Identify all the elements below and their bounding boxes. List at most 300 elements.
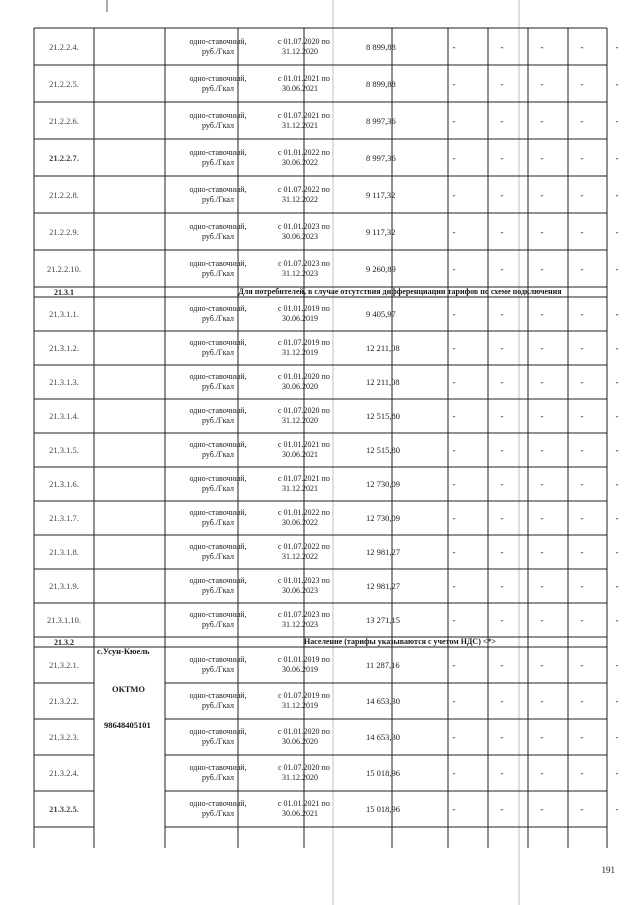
empty-cell: -	[580, 377, 584, 387]
row-number: 21.2.2.4.	[49, 41, 79, 52]
tariff-value: 12 981,27	[366, 581, 400, 591]
empty-cell: -	[452, 189, 456, 200]
empty-cell: -	[615, 189, 619, 200]
tariff-type-line2: руб./Гкал	[201, 450, 235, 459]
tariff-type-line1: одно-ставочный,	[189, 372, 247, 381]
table-row	[34, 399, 619, 433]
empty-cell: -	[452, 226, 456, 237]
empty-cell: -	[452, 377, 456, 387]
period-start: с 01.01.2019 по	[278, 655, 330, 664]
tariff-type-line2: руб./Гкал	[201, 268, 235, 278]
empty-cell: -	[580, 343, 584, 353]
row-number: 21.2.2.7.	[49, 152, 79, 163]
tariff-value: 13 271,15	[366, 615, 400, 625]
period-start: с 01.07.2020 по	[278, 763, 330, 772]
row-number: 21.2.2.10.	[47, 263, 81, 274]
tariff-type-line2: руб./Гкал	[201, 518, 235, 527]
empty-cell: -	[540, 115, 544, 126]
tariff-type-line1: одно-ставочный,	[189, 221, 247, 231]
empty-cell: -	[615, 615, 619, 625]
empty-cell: -	[500, 445, 504, 455]
tariff-type	[164, 176, 272, 213]
tariff-value: 8 997,36	[366, 152, 396, 163]
empty-cell: -	[500, 660, 504, 670]
empty-cell: -	[500, 411, 504, 421]
table-row	[34, 467, 619, 501]
empty-cell: -	[615, 581, 619, 591]
period-start: с 01.01.2021 по	[278, 73, 330, 83]
tariff-type-line2: руб./Гкал	[201, 382, 235, 391]
row-number: 21.3.2.1.	[49, 660, 79, 670]
table-row	[34, 433, 619, 467]
period-end: 31.12.2023	[282, 620, 318, 629]
tariff-value: 14 653,30	[366, 696, 400, 706]
empty-cell: -	[540, 768, 544, 778]
empty-cell: -	[540, 696, 544, 706]
tariff-type-line1: одно-ставочный,	[189, 36, 247, 46]
empty-cell: -	[580, 513, 584, 523]
tariff-type-line1: одно-ставочный,	[189, 474, 247, 483]
tariff-type-line1: одно-ставочный,	[189, 691, 247, 700]
empty-cell: -	[580, 479, 584, 489]
tariff-type-line1: одно-ставочный,	[189, 110, 247, 120]
empty-cell: -	[540, 263, 544, 274]
tariff-value: 8 899,88	[366, 41, 396, 52]
empty-cell: -	[615, 41, 619, 52]
period-end: 30.06.2020	[282, 737, 318, 746]
empty-cell: -	[580, 581, 584, 591]
tariff-type-line2: руб./Гкал	[201, 773, 235, 782]
row-number: 21.3.2.2.	[49, 696, 79, 706]
period-start: с 01.01.2021 по	[278, 799, 330, 808]
period-end: 31.12.2019	[282, 701, 318, 710]
row-number: 21.3.1.2.	[49, 343, 79, 353]
empty-cell: -	[540, 343, 544, 353]
period-start: с 01.01.2020 по	[278, 727, 330, 736]
tariff-type	[164, 139, 272, 176]
tariff-period	[272, 467, 338, 501]
tariff-period	[272, 719, 338, 755]
empty-cell: -	[580, 804, 584, 814]
tariff-type-line1: одно-ставочный,	[189, 799, 247, 808]
tariff-period	[272, 102, 338, 139]
period-end: 31.12.2021	[282, 120, 318, 130]
period-end: 30.06.2019	[282, 665, 318, 674]
empty-cell: -	[540, 547, 544, 557]
tariff-period	[272, 569, 338, 603]
empty-cell: -	[540, 226, 544, 237]
tariff-value: 14 653,30	[366, 732, 400, 742]
empty-cell: -	[540, 41, 544, 52]
row-number: 21.3.1.6.	[49, 479, 79, 489]
empty-cell: -	[615, 660, 619, 670]
empty-cell: -	[580, 189, 584, 200]
table-row	[34, 603, 619, 637]
table-row	[34, 331, 619, 365]
oktmo-code: 98648405101	[104, 720, 151, 730]
empty-cell: -	[452, 411, 456, 421]
row-number: 21.2.2.8.	[49, 189, 79, 200]
period-start: с 01.07.2022 по	[278, 542, 330, 551]
period-end: 30.06.2023	[282, 231, 318, 241]
empty-cell: -	[452, 78, 456, 89]
tariff-period	[272, 399, 338, 433]
tariff-value: 12 515,80	[366, 445, 400, 455]
period-start: с 01.01.2021 по	[278, 440, 330, 449]
empty-cell: -	[452, 804, 456, 814]
empty-cell: -	[500, 226, 504, 237]
empty-cell: -	[540, 479, 544, 489]
tariff-type-line2: руб./Гкал	[201, 552, 235, 561]
period-start: с 01.07.2023 по	[278, 258, 330, 268]
row-number: 21.3.2.4.	[49, 768, 79, 778]
tariff-value: 12 730,09	[366, 513, 400, 523]
row-number: 21.3.1.5.	[49, 445, 79, 455]
tariff-type-line2: руб./Гкал	[201, 586, 235, 595]
empty-cell: -	[540, 615, 544, 625]
empty-cell: -	[452, 547, 456, 557]
tariff-type-line1: одно-ставочный,	[189, 542, 247, 551]
empty-cell: -	[452, 152, 456, 163]
period-end: 30.06.2020	[282, 382, 318, 391]
empty-cell: -	[615, 479, 619, 489]
row-number: 21.3.1.1.	[49, 309, 79, 319]
tariff-period	[272, 28, 338, 65]
period-start: с 01.07.2020 по	[278, 406, 330, 415]
table-row	[34, 213, 619, 250]
empty-cell: -	[580, 263, 584, 274]
empty-cell: -	[615, 377, 619, 387]
section-header-row	[34, 287, 607, 297]
tariff-type-line2: руб./Гкал	[201, 416, 235, 425]
empty-cell: -	[500, 152, 504, 163]
tariff-period	[272, 433, 338, 467]
row-number: 21.3.1.8.	[49, 547, 79, 557]
oktmo-label: ОКТМО	[112, 684, 145, 694]
period-end: 31.12.2022	[282, 194, 318, 204]
empty-cell: -	[452, 732, 456, 742]
empty-cell: -	[580, 615, 584, 625]
empty-cell: -	[615, 309, 619, 319]
row-number: 21.3.1.9.	[49, 581, 79, 591]
empty-cell: -	[615, 152, 619, 163]
empty-cell: -	[615, 768, 619, 778]
locality-label: с.Усун-Кюель	[97, 646, 150, 656]
empty-cell: -	[452, 445, 456, 455]
table-row	[34, 535, 619, 569]
empty-cell: -	[500, 377, 504, 387]
tariff-period	[272, 683, 338, 719]
tariff-value: 12 515,80	[366, 411, 400, 421]
tariff-type	[164, 603, 272, 637]
tariff-type	[164, 569, 272, 603]
empty-cell: -	[452, 615, 456, 625]
empty-cell: -	[580, 309, 584, 319]
period-end: 31.12.2023	[282, 268, 318, 278]
empty-cell: -	[500, 732, 504, 742]
tariff-value: 8 899,88	[366, 78, 396, 89]
period-start: с 01.01.2023 по	[278, 221, 330, 231]
empty-cell: -	[615, 732, 619, 742]
empty-cell: -	[540, 78, 544, 89]
empty-cell: -	[615, 343, 619, 353]
period-start: с 01.07.2021 по	[278, 110, 330, 120]
row-number: 21.2.2.6.	[49, 115, 79, 126]
period-start: с 01.01.2022 по	[278, 147, 330, 157]
period-end: 31.12.2020	[282, 46, 318, 56]
empty-cell: -	[452, 343, 456, 353]
row-number: 21.3.2.5.	[49, 804, 79, 814]
empty-cell: -	[580, 445, 584, 455]
empty-cell: -	[580, 41, 584, 52]
empty-cell: -	[540, 411, 544, 421]
empty-cell: -	[615, 696, 619, 706]
row-number: 21.2.2.9.	[49, 226, 79, 237]
tariff-type	[164, 683, 272, 719]
row-number: 21.3.1.4.	[49, 411, 79, 421]
empty-cell: -	[540, 804, 544, 814]
tariff-type-line1: одно-ставочный,	[189, 304, 247, 313]
section-number: 21.3.2	[54, 637, 74, 647]
tariff-type	[164, 535, 272, 569]
table-row	[34, 28, 619, 65]
empty-cell: -	[580, 115, 584, 126]
empty-cell: -	[580, 78, 584, 89]
section-title: Население (тарифы указываются с учетом НДС) <*>	[304, 637, 496, 646]
tariff-type-line2: руб./Гкал	[201, 701, 235, 710]
period-end: 30.06.2022	[282, 157, 318, 167]
tariff-period	[272, 213, 338, 250]
tariff-type-line2: руб./Гкал	[201, 737, 235, 746]
empty-cell: -	[452, 581, 456, 591]
row-number: 21.2.2.5.	[49, 78, 79, 89]
empty-cell: -	[540, 732, 544, 742]
period-start: с 01.01.2022 по	[278, 508, 330, 517]
tariff-type	[164, 65, 272, 102]
tariff-type	[164, 297, 272, 331]
period-start: с 01.01.2019 по	[278, 304, 330, 313]
empty-cell: -	[500, 804, 504, 814]
tariff-type-line1: одно-ставочный,	[189, 184, 247, 194]
empty-cell: -	[452, 115, 456, 126]
tariff-type-line2: руб./Гкал	[201, 231, 235, 241]
empty-cell: -	[615, 411, 619, 421]
empty-cell: -	[500, 513, 504, 523]
tariff-period	[272, 791, 338, 827]
empty-cell: -	[500, 696, 504, 706]
tariff-type-line1: одно-ставочный,	[189, 727, 247, 736]
tariff-type-line1: одно-ставочный,	[189, 440, 247, 449]
tariff-value: 11 287,16	[366, 660, 400, 670]
empty-cell: -	[452, 263, 456, 274]
empty-cell: -	[580, 660, 584, 670]
tariff-period	[272, 365, 338, 399]
tariff-type-line1: одно-ставочный,	[189, 610, 247, 619]
period-start: с 01.07.2021 по	[278, 474, 330, 483]
empty-cell: -	[500, 547, 504, 557]
tariff-value: 8 997,36	[366, 115, 396, 126]
tariff-type-line2: руб./Гкал	[201, 194, 235, 204]
tariff-type-line2: руб./Гкал	[201, 348, 235, 357]
period-start: с 01.07.2020 по	[278, 36, 330, 46]
empty-cell: -	[500, 263, 504, 274]
empty-cell: -	[452, 41, 456, 52]
tariff-value: 9 117,32	[366, 189, 396, 200]
table-row	[34, 102, 619, 139]
empty-cell: -	[615, 804, 619, 814]
table-row	[34, 65, 619, 102]
empty-cell: -	[500, 615, 504, 625]
period-start: с 01.07.2022 по	[278, 184, 330, 194]
row-number: 21.3.1.10.	[47, 615, 81, 625]
tariff-type-line2: руб./Гкал	[201, 157, 235, 167]
tariff-type-line1: одно-ставочный,	[189, 576, 247, 585]
period-end: 31.12.2020	[282, 773, 318, 782]
tariff-value: 15 018,96	[366, 804, 400, 814]
tariff-type-line1: одно-ставочный,	[189, 406, 247, 415]
tariff-type	[164, 433, 272, 467]
tariff-type	[164, 719, 272, 755]
tariff-type-line1: одно-ставочный,	[189, 763, 247, 772]
empty-cell: -	[540, 189, 544, 200]
empty-cell: -	[500, 78, 504, 89]
tariff-type-line1: одно-ставочный,	[189, 73, 247, 83]
table-row	[34, 176, 619, 213]
tariff-type-line1: одно-ставочный,	[189, 147, 247, 157]
tariff-type	[164, 755, 272, 791]
period-end: 30.06.2022	[282, 518, 318, 527]
empty-cell: -	[615, 445, 619, 455]
tariff-value: 15 018,96	[366, 768, 400, 778]
empty-cell: -	[500, 41, 504, 52]
table-row	[34, 297, 619, 331]
tariff-type	[164, 647, 272, 683]
tariff-type-line1: одно-ставочный,	[189, 258, 247, 268]
empty-cell: -	[500, 581, 504, 591]
empty-cell: -	[500, 189, 504, 200]
period-start: с 01.07.2019 по	[278, 338, 330, 347]
empty-cell: -	[615, 513, 619, 523]
empty-cell: -	[452, 479, 456, 489]
period-end: 31.12.2020	[282, 416, 318, 425]
empty-cell: -	[580, 768, 584, 778]
tariff-type	[164, 791, 272, 827]
empty-cell: -	[540, 581, 544, 591]
period-end: 30.06.2021	[282, 83, 318, 93]
tariff-period	[272, 501, 338, 535]
period-end: 30.06.2023	[282, 586, 318, 595]
empty-cell: -	[500, 768, 504, 778]
period-start: с 01.07.2023 по	[278, 610, 330, 619]
tariff-value: 12 211,08	[366, 377, 400, 387]
page-number: 191	[601, 865, 615, 875]
table-row	[34, 791, 619, 827]
tariff-type-line2: руб./Гкал	[201, 484, 235, 493]
tariff-value: 9 117,32	[366, 226, 396, 237]
tariff-period	[272, 176, 338, 213]
tariff-type	[164, 331, 272, 365]
empty-cell: -	[580, 226, 584, 237]
tariff-type-line1: одно-ставочный,	[189, 338, 247, 347]
tariff-type	[164, 28, 272, 65]
table-row	[34, 755, 619, 791]
tariff-period	[272, 65, 338, 102]
tariff-period	[272, 755, 338, 791]
empty-cell: -	[452, 513, 456, 523]
row-number: 21.3.1.3.	[49, 377, 79, 387]
tariff-type	[164, 365, 272, 399]
empty-cell: -	[540, 513, 544, 523]
empty-cell: -	[452, 696, 456, 706]
tariff-period	[272, 647, 338, 683]
tariff-period	[272, 603, 338, 637]
empty-cell: -	[580, 696, 584, 706]
tariff-type-line1: одно-ставочный,	[189, 508, 247, 517]
period-end: 31.12.2019	[282, 348, 318, 357]
period-end: 30.06.2021	[282, 450, 318, 459]
empty-cell: -	[500, 479, 504, 489]
empty-cell: -	[580, 152, 584, 163]
tariff-period	[272, 331, 338, 365]
empty-cell: -	[580, 547, 584, 557]
section-title: Для потребителей, в случае отсутствия дифференциации тарифов по схеме подключения	[238, 287, 562, 296]
tariff-type	[164, 213, 272, 250]
section-number: 21.3.1	[54, 287, 74, 297]
row-number: 21.3.2.3.	[49, 732, 79, 742]
empty-cell: -	[540, 377, 544, 387]
empty-cell: -	[615, 226, 619, 237]
empty-cell: -	[452, 309, 456, 319]
empty-cell: -	[452, 768, 456, 778]
tariff-type-line2: руб./Гкал	[201, 46, 235, 56]
tariff-type	[164, 102, 272, 139]
empty-cell: -	[615, 115, 619, 126]
tariff-type-line2: руб./Гкал	[201, 314, 235, 323]
empty-cell: -	[615, 78, 619, 89]
table-row	[34, 501, 619, 535]
tariff-period	[272, 535, 338, 569]
period-start: с 01.07.2019 по	[278, 691, 330, 700]
table-row	[34, 569, 619, 603]
empty-cell: -	[580, 411, 584, 421]
table-row	[34, 139, 619, 176]
tariff-type	[164, 399, 272, 433]
empty-cell: -	[580, 732, 584, 742]
tariff-type-line2: руб./Гкал	[201, 83, 235, 93]
empty-cell: -	[540, 660, 544, 670]
tariff-period	[272, 297, 338, 331]
tariff-type-line2: руб./Гкал	[201, 620, 235, 629]
empty-cell: -	[500, 115, 504, 126]
tariff-type-line1: одно-ставочный,	[189, 655, 247, 664]
tariff-type-line2: руб./Гкал	[201, 809, 235, 818]
empty-cell: -	[540, 152, 544, 163]
empty-cell: -	[540, 309, 544, 319]
empty-cell: -	[500, 309, 504, 319]
tariff-type-line2: руб./Гкал	[201, 120, 235, 130]
empty-cell: -	[615, 547, 619, 557]
tariff-period	[272, 139, 338, 176]
period-end: 31.12.2021	[282, 484, 318, 493]
tariff-value: 12 981,27	[366, 547, 400, 557]
empty-cell: -	[540, 445, 544, 455]
tariff-value: 9 260,89	[366, 263, 396, 274]
tariff-type-line2: руб./Гкал	[201, 665, 235, 674]
tariff-value: 9 405,97	[366, 309, 396, 319]
empty-cell: -	[500, 343, 504, 353]
period-start: с 01.01.2023 по	[278, 576, 330, 585]
tariff-type	[164, 250, 272, 287]
